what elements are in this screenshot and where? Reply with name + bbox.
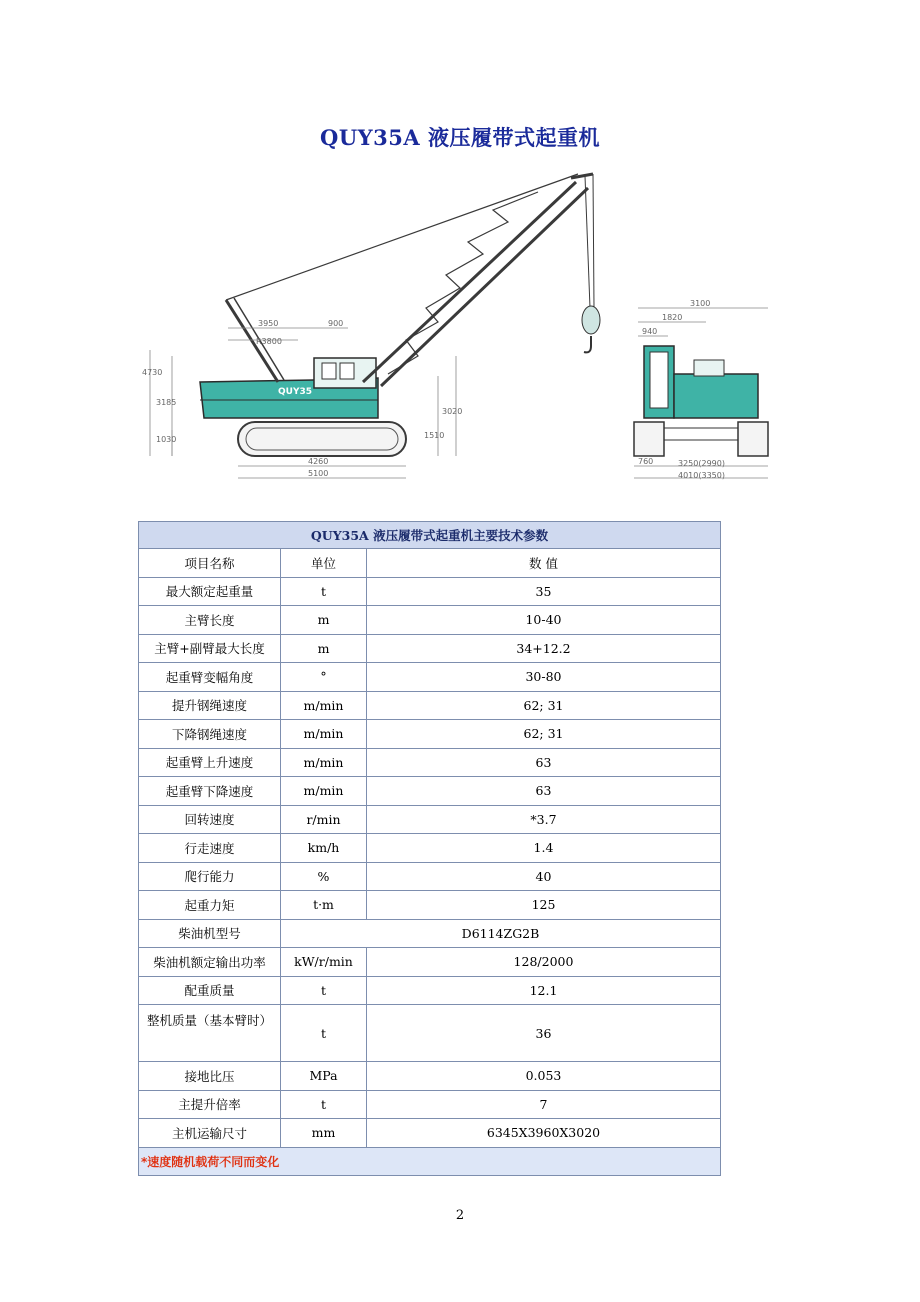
crane-front-view <box>634 346 768 456</box>
row-value: 125 <box>367 891 721 920</box>
boom-lattice <box>226 174 594 386</box>
table-row <box>139 777 721 806</box>
row-value: 36 <box>367 1005 721 1062</box>
row-unit: t·m <box>281 891 367 920</box>
row-value: 6345X3960X3020 <box>367 1119 721 1148</box>
row-value: 1.4 <box>367 834 721 863</box>
row-name: 起重臂下降速度 <box>139 777 281 806</box>
row-unit: km/h <box>281 834 367 863</box>
header-unit: 单位 <box>281 549 367 578</box>
table-caption-row <box>139 522 721 549</box>
row-name: 接地比压 <box>139 1062 281 1091</box>
dim-1820: 1820 <box>662 313 683 322</box>
table-row <box>139 976 721 1005</box>
row-value: 35 <box>367 577 721 606</box>
row-name: 下降钢绳速度 <box>139 720 281 749</box>
row-unit: mm <box>281 1119 367 1148</box>
row-name: 起重臂变幅角度 <box>139 663 281 692</box>
dim-3250: 3250(2990) <box>678 459 725 468</box>
dim-4730: 4730 <box>142 368 163 377</box>
row-name: 起重力矩 <box>139 891 281 920</box>
crane-technical-drawing <box>138 160 788 498</box>
dim-3020: 3020 <box>442 407 463 416</box>
dim-4010: 4010(3350) <box>678 471 725 480</box>
row-value: 7 <box>367 1090 721 1119</box>
row-name: 主机运输尺寸 <box>139 1119 281 1148</box>
row-unit: m <box>281 606 367 635</box>
table-row <box>139 606 721 635</box>
row-value: 63 <box>367 777 721 806</box>
row-unit: t <box>281 976 367 1005</box>
table-row <box>139 691 721 720</box>
table-row <box>139 805 721 834</box>
row-name: 行走速度 <box>139 834 281 863</box>
row-unit: r/min <box>281 805 367 834</box>
table-caption: QUY35A 液压履带式起重机主要技术参数 <box>139 522 721 549</box>
dim-4260: 4260 <box>308 457 329 466</box>
table-row <box>139 862 721 891</box>
dim-1030: 1030 <box>156 435 177 444</box>
table-row <box>139 919 721 948</box>
row-unit: kW/r/min <box>281 948 367 977</box>
row-unit: t <box>281 1090 367 1119</box>
row-unit: m/min <box>281 691 367 720</box>
row-value: *3.7 <box>367 805 721 834</box>
row-name: 主臂长度 <box>139 606 281 635</box>
spec-table <box>138 521 721 1176</box>
table-row <box>139 1005 721 1062</box>
table-row <box>139 948 721 977</box>
table-row <box>139 748 721 777</box>
row-unit: % <box>281 862 367 891</box>
row-value: D6114ZG2B <box>281 919 721 948</box>
row-unit: MPa <box>281 1062 367 1091</box>
document-title: QUY35A 液压履带式起重机 <box>320 125 600 150</box>
dim-3185: 3185 <box>156 398 177 407</box>
row-unit: m/min <box>281 720 367 749</box>
row-name: 最大额定起重量 <box>139 577 281 606</box>
row-unit: m/min <box>281 777 367 806</box>
header-name: 项目名称 <box>139 549 281 578</box>
row-unit: m <box>281 634 367 663</box>
hook-block <box>582 306 600 352</box>
row-name: 提升钢绳速度 <box>139 691 281 720</box>
table-row <box>139 1119 721 1148</box>
table-row <box>139 1090 721 1119</box>
row-name: 主臂+副臂最大长度 <box>139 634 281 663</box>
table-row <box>139 834 721 863</box>
row-unit: t <box>281 1005 367 1062</box>
crane-diagram-svg <box>138 160 788 498</box>
dim-3100: 3100 <box>690 299 711 308</box>
dim-5100: 5100 <box>308 469 329 478</box>
row-value: 40 <box>367 862 721 891</box>
page-number: 2 <box>455 1208 465 1223</box>
row-unit: m/min <box>281 748 367 777</box>
dim-760: 760 <box>638 457 654 466</box>
row-name: 柴油机型号 <box>139 919 281 948</box>
row-name: 配重质量 <box>139 976 281 1005</box>
table-row <box>139 891 721 920</box>
dim-940: 940 <box>642 327 658 336</box>
row-value: 30-80 <box>367 663 721 692</box>
crane-body-side <box>200 358 378 418</box>
row-value: 10-40 <box>367 606 721 635</box>
row-value: 62; 31 <box>367 720 721 749</box>
row-value: 63 <box>367 748 721 777</box>
row-unit: t <box>281 577 367 606</box>
table-note-row <box>139 1147 721 1175</box>
row-value: 62; 31 <box>367 691 721 720</box>
row-name: 柴油机额定输出功率 <box>139 948 281 977</box>
header-value: 数 值 <box>367 549 721 578</box>
table-row <box>139 1062 721 1091</box>
table-row <box>139 720 721 749</box>
crawler-track-side <box>238 422 406 456</box>
row-name: 主提升倍率 <box>139 1090 281 1119</box>
row-value: 34+12.2 <box>367 634 721 663</box>
dim-r3800: R3800 <box>256 337 282 346</box>
table-header-row <box>139 549 721 578</box>
table-row <box>139 634 721 663</box>
row-name: 回转速度 <box>139 805 281 834</box>
row-unit: ° <box>281 663 367 692</box>
body-label: QUY35 <box>278 387 313 397</box>
dim-1510: 1510 <box>424 431 445 440</box>
row-name: 爬行能力 <box>139 862 281 891</box>
row-value: 12.1 <box>367 976 721 1005</box>
row-name: 起重臂上升速度 <box>139 748 281 777</box>
row-name: 整机质量（基本臂时） <box>139 1005 281 1062</box>
table-row <box>139 663 721 692</box>
table-row <box>139 577 721 606</box>
dim-3950: 3950 <box>258 319 279 328</box>
row-value: 0.053 <box>367 1062 721 1091</box>
table-note: *速度随机载荷不同而变化 <box>139 1147 721 1175</box>
row-value: 128/2000 <box>367 948 721 977</box>
dim-900: 900 <box>328 319 344 328</box>
